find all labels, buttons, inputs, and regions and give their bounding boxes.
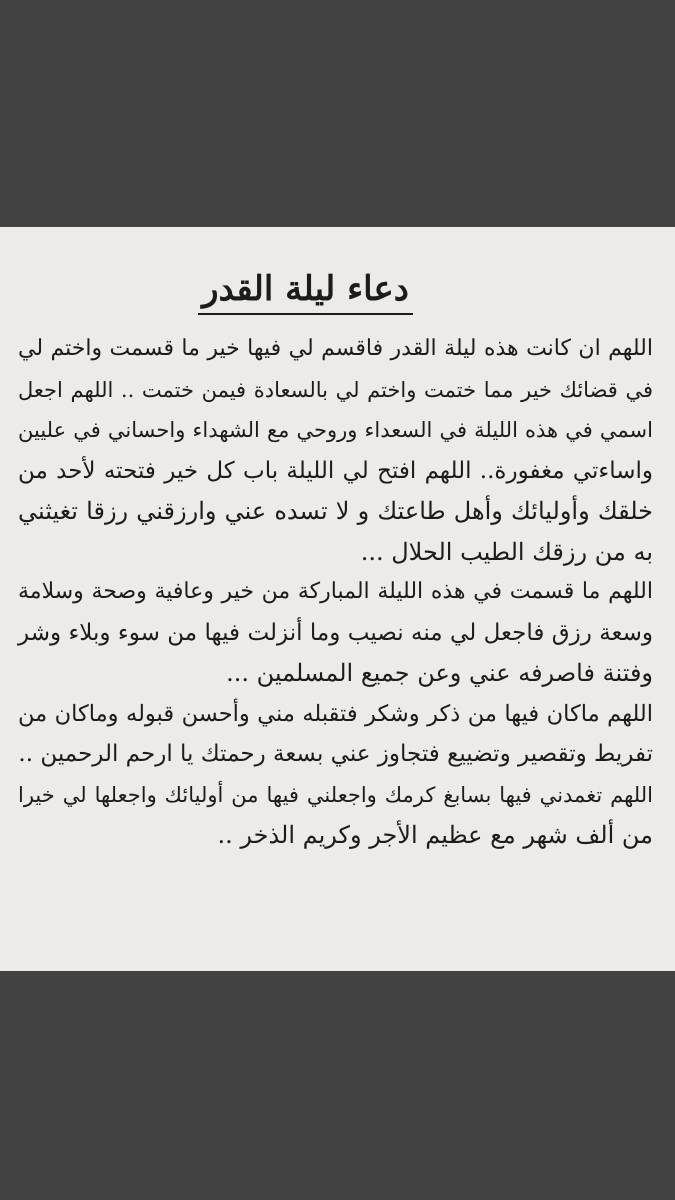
text-line: واساءتي مغفورة.. اللهم افتح لي الليلة باب كل خير فتحته لأحد من [18,457,653,484]
text-line: اللهم ما قسمت في هذه الليلة المباركة من خير وعافية وصحة وسلامة [18,579,653,604]
text-line: وسعة رزق فاجعل لي منه نصيب وما أنزلت فيها من سوء وبلاء وشر [18,619,653,646]
scanned-document [0,227,675,971]
text-line: اللهم ان كانت هذه ليلة القدر فاقسم لي فيها خير ما قسمت واختم لي [18,336,653,361]
text-line: في قضائك خير مما ختمت واختم لي بالسعادة فيمن ختمت .. اللهم اجعل [18,377,653,402]
text-line: وفتنة فاصرفه عني وعن جميع المسلمين ... [226,659,653,687]
document-title: دعاء ليلة القدر [198,267,413,315]
title-container [18,267,653,329]
text-line: من ألف شهر مع عظيم الأجر وكريم الذخر .. [217,821,653,849]
text-line: به من رزقك الطيب الحلال ... [360,537,653,566]
text-line: خلقك وأوليائك وأهل طاعتك و لا تسده عني وارزقني رزقا تغيثني [18,497,653,525]
text-line: اسمي في هذه الليلة في السعداء وروحي مع الشهداء واحساني في عليين [18,418,653,442]
text-line: اللهم ماكان فيها من ذكر وشكر فتقبله مني وأحسن قبوله وماكان من [18,700,653,727]
text-line: تفريط وتقصير وتضييع فتجاوز عني بسعة رحمتك يا ارحم الرحمين .. [18,741,653,767]
prayer-text [18,329,653,856]
text-line: اللهم تغمدني فيها بسابغ كرمك واجعلني فيها من أوليائك واجعلها لي خيرا [18,782,653,807]
